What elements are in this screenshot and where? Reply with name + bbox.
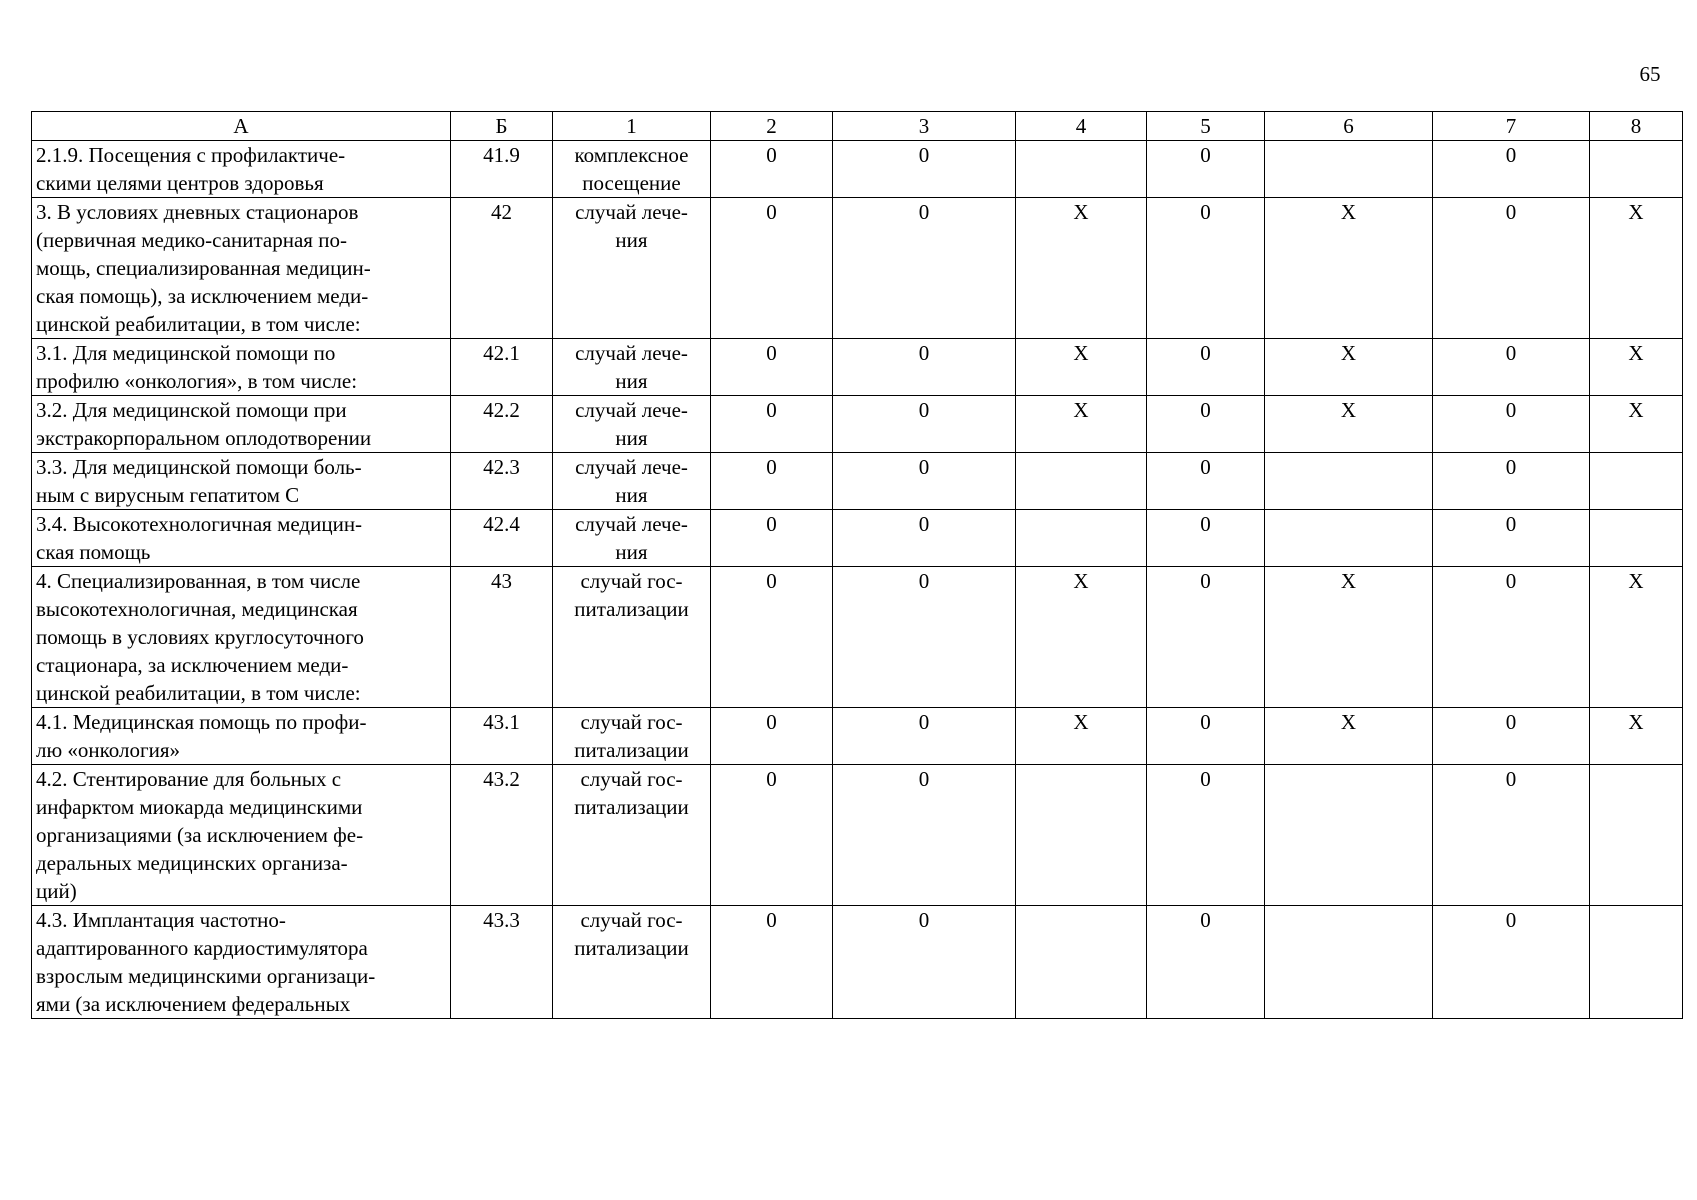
row-code <box>451 765 553 906</box>
row-col-3-text: 0 <box>918 200 930 224</box>
row-col-6 <box>1265 906 1433 1019</box>
row-code-text: 42 <box>491 200 512 224</box>
row-col-4 <box>1016 396 1147 453</box>
row-col-6 <box>1265 708 1433 765</box>
row-col-6-text: Х <box>1340 341 1357 365</box>
row-col-2 <box>711 339 833 396</box>
row-col-5 <box>1147 765 1265 906</box>
row-col-6-text: Х <box>1340 200 1357 224</box>
row-unit-text: случай лече- ния <box>575 455 688 507</box>
row-col-4 <box>1016 906 1147 1019</box>
row-col-2-text: 0 <box>766 143 777 167</box>
row-code <box>451 567 553 708</box>
row-col-4-text: Х <box>1073 569 1089 593</box>
table-row <box>32 567 1683 708</box>
row-code-text: 42.3 <box>483 455 520 479</box>
row-col-8-text: Х <box>1628 710 1644 734</box>
row-col-4 <box>1016 198 1147 339</box>
row-code <box>451 396 553 453</box>
row-col-7 <box>1433 765 1590 906</box>
table-row <box>32 906 1683 1019</box>
table-row <box>32 339 1683 396</box>
table-row <box>32 396 1683 453</box>
row-col-6-text: Х <box>1340 569 1357 593</box>
row-col-3-text: 0 <box>918 512 930 536</box>
row-unit <box>553 198 711 339</box>
row-col-4 <box>1016 567 1147 708</box>
row-label <box>32 453 451 510</box>
table-row <box>32 708 1683 765</box>
row-unit-text: случай гос- питализации <box>574 710 689 762</box>
row-col-7 <box>1433 708 1590 765</box>
row-col-3 <box>833 510 1016 567</box>
row-unit-text: случай гос- питализации <box>574 767 689 819</box>
row-col-4-text: Х <box>1073 200 1089 224</box>
row-col-3 <box>833 141 1016 198</box>
header-row <box>32 112 1683 141</box>
header-cell-6: 6 <box>1265 112 1433 141</box>
row-col-8-text: Х <box>1628 200 1644 224</box>
row-col-7-text: 0 <box>1505 143 1517 167</box>
row-col-7 <box>1433 339 1590 396</box>
row-col-6 <box>1265 198 1433 339</box>
row-code-text: 42.4 <box>483 512 520 536</box>
header-cell-3: 3 <box>833 112 1016 141</box>
row-label <box>32 396 451 453</box>
row-col-3-text: 0 <box>918 341 930 365</box>
row-col-6-text: Х <box>1340 710 1357 734</box>
row-col-7-text: 0 <box>1505 710 1517 734</box>
row-code <box>451 141 553 198</box>
row-col-8-text: Х <box>1628 398 1644 422</box>
table-body <box>32 141 1683 1019</box>
row-col-8-text: Х <box>1628 569 1644 593</box>
table-row <box>32 765 1683 906</box>
row-col-6-text: Х <box>1340 398 1357 422</box>
row-code <box>451 510 553 567</box>
row-col-5-text: 0 <box>1200 512 1211 536</box>
row-col-2-text: 0 <box>766 341 777 365</box>
row-col-4-text: Х <box>1073 398 1089 422</box>
row-col-5 <box>1147 567 1265 708</box>
row-code-text: 43.1 <box>483 710 520 734</box>
row-unit-text: комплексное посещение <box>574 143 689 195</box>
row-label <box>32 567 451 708</box>
row-col-8 <box>1590 198 1683 339</box>
row-col-3 <box>833 198 1016 339</box>
row-col-3-text: 0 <box>918 710 930 734</box>
header-cell-b: Б <box>451 112 553 141</box>
header-cell-8: 8 <box>1590 112 1683 141</box>
row-col-7-text: 0 <box>1505 200 1517 224</box>
row-col-8 <box>1590 765 1683 906</box>
row-label-text: 3.4. Высокотехнологичная медицин- ская помощь <box>36 512 363 564</box>
row-col-6 <box>1265 141 1433 198</box>
row-col-5-text: 0 <box>1200 455 1211 479</box>
row-col-8 <box>1590 708 1683 765</box>
row-col-7 <box>1433 141 1590 198</box>
row-col-5-text: 0 <box>1200 200 1211 224</box>
row-col-5 <box>1147 198 1265 339</box>
row-col-2-text: 0 <box>766 200 777 224</box>
row-col-7 <box>1433 510 1590 567</box>
row-label-text: 3.3. Для медицинской помощи боль- ным с вирусным гепатитом С <box>36 455 362 507</box>
row-col-6 <box>1265 567 1433 708</box>
row-col-8 <box>1590 567 1683 708</box>
row-col-7-text: 0 <box>1505 908 1517 932</box>
row-col-4 <box>1016 708 1147 765</box>
row-code-text: 42.2 <box>483 398 520 422</box>
row-code-text: 43.3 <box>483 908 520 932</box>
row-col-8 <box>1590 339 1683 396</box>
row-col-7 <box>1433 396 1590 453</box>
row-col-2-text: 0 <box>766 767 777 791</box>
header-cell-7: 7 <box>1433 112 1590 141</box>
row-unit <box>553 906 711 1019</box>
row-col-7-text: 0 <box>1505 455 1517 479</box>
row-col-7 <box>1433 567 1590 708</box>
table-row <box>32 198 1683 339</box>
header-cell-a: А <box>32 112 451 141</box>
row-unit-text: случай лече- ния <box>575 341 688 393</box>
row-code-text: 43 <box>491 569 512 593</box>
row-col-7-text: 0 <box>1505 341 1517 365</box>
row-unit-text: случай лече- ния <box>575 512 688 564</box>
row-col-2 <box>711 141 833 198</box>
row-label <box>32 765 451 906</box>
row-col-4 <box>1016 141 1147 198</box>
row-col-6 <box>1265 453 1433 510</box>
row-col-5-text: 0 <box>1200 398 1211 422</box>
row-code <box>451 198 553 339</box>
row-col-8 <box>1590 453 1683 510</box>
row-unit <box>553 453 711 510</box>
data-table <box>31 111 1683 1019</box>
row-col-2-text: 0 <box>766 908 777 932</box>
row-label-text: 4.2. Стентирование для больных с инфарктом миокарда медицинскими организациями (за исключением фе- деральных медицинских организа- ций) <box>36 767 364 903</box>
row-col-3 <box>833 396 1016 453</box>
row-col-2-text: 0 <box>766 710 777 734</box>
row-unit <box>553 396 711 453</box>
header-cell-5: 5 <box>1147 112 1265 141</box>
row-unit-text: случай лече- ния <box>575 200 688 252</box>
row-col-7-text: 0 <box>1505 512 1517 536</box>
row-label <box>32 339 451 396</box>
row-unit <box>553 765 711 906</box>
row-label-text: 3.1. Для медицинской помощи по профилю «онкология», в том числе: <box>36 341 358 393</box>
row-col-5-text: 0 <box>1200 710 1211 734</box>
table-row <box>32 453 1683 510</box>
row-col-5 <box>1147 453 1265 510</box>
row-col-8 <box>1590 906 1683 1019</box>
row-col-2 <box>711 906 833 1019</box>
row-code <box>451 708 553 765</box>
table-row <box>32 141 1683 198</box>
row-col-5-text: 0 <box>1200 341 1211 365</box>
row-col-5 <box>1147 906 1265 1019</box>
row-label <box>32 141 451 198</box>
row-col-7 <box>1433 906 1590 1019</box>
row-col-2-text: 0 <box>766 398 777 422</box>
row-col-4 <box>1016 765 1147 906</box>
row-col-5 <box>1147 708 1265 765</box>
row-unit-text: случай гос- питализации <box>574 569 689 621</box>
row-col-3 <box>833 906 1016 1019</box>
row-label-text: 2.1.9. Посещения с профилактиче- скими целями центров здоровья <box>36 143 346 195</box>
row-col-2 <box>711 510 833 567</box>
row-col-7 <box>1433 198 1590 339</box>
row-col-2 <box>711 453 833 510</box>
row-col-2-text: 0 <box>766 569 777 593</box>
row-unit <box>553 339 711 396</box>
row-label <box>32 708 451 765</box>
row-col-5-text: 0 <box>1200 569 1211 593</box>
table-row <box>32 510 1683 567</box>
row-col-3 <box>833 567 1016 708</box>
row-col-7 <box>1433 453 1590 510</box>
row-col-2 <box>711 198 833 339</box>
row-col-8 <box>1590 396 1683 453</box>
row-col-3 <box>833 765 1016 906</box>
row-col-8 <box>1590 141 1683 198</box>
row-code-text: 42.1 <box>483 341 520 365</box>
row-col-2 <box>711 396 833 453</box>
row-label-text: 3. В условиях дневных стационаров (первичная медико-санитарная по- мощь, специализированная медицин- ская помощь), за исключением меди- цинской реабилитации, в том числе: <box>36 200 371 336</box>
row-col-8 <box>1590 510 1683 567</box>
row-label <box>32 510 451 567</box>
row-col-2 <box>711 708 833 765</box>
row-label-text: 4. Специализированная, в том числе высокотехнологичная, медицинская помощь в условиях круглосуточного стационара, за исключением меди- цинской реабилитации, в том числе: <box>36 569 364 705</box>
row-col-3-text: 0 <box>918 908 930 932</box>
row-col-5 <box>1147 339 1265 396</box>
row-col-2-text: 0 <box>766 512 777 536</box>
row-col-7-text: 0 <box>1505 398 1517 422</box>
row-col-4 <box>1016 510 1147 567</box>
row-col-4 <box>1016 453 1147 510</box>
row-col-5 <box>1147 141 1265 198</box>
row-col-7-text: 0 <box>1505 767 1517 791</box>
row-col-3-text: 0 <box>918 569 930 593</box>
row-col-5-text: 0 <box>1200 143 1211 167</box>
row-code-text: 43.2 <box>483 767 520 791</box>
row-code-text: 41.9 <box>483 143 520 167</box>
row-col-6 <box>1265 765 1433 906</box>
row-unit <box>553 567 711 708</box>
row-label <box>32 198 451 339</box>
row-unit <box>553 141 711 198</box>
row-col-3-text: 0 <box>918 455 930 479</box>
row-unit <box>553 510 711 567</box>
row-col-4-text: Х <box>1073 710 1089 734</box>
page-number: 65 <box>1639 62 1661 86</box>
row-col-5-text: 0 <box>1200 767 1211 791</box>
row-col-6 <box>1265 510 1433 567</box>
row-col-6 <box>1265 396 1433 453</box>
row-col-3-text: 0 <box>918 398 930 422</box>
row-col-3-text: 0 <box>918 143 930 167</box>
row-col-6 <box>1265 339 1433 396</box>
row-col-4 <box>1016 339 1147 396</box>
row-col-3-text: 0 <box>918 767 930 791</box>
row-col-3 <box>833 453 1016 510</box>
row-col-3 <box>833 708 1016 765</box>
header-cell-1: 1 <box>553 112 711 141</box>
row-col-7-text: 0 <box>1505 569 1517 593</box>
row-col-5 <box>1147 396 1265 453</box>
row-label-text: 4.1. Медицинская помощь по профи- лю «онкология» <box>36 710 367 762</box>
row-unit-text: случай гос- питализации <box>574 908 689 960</box>
row-code <box>451 453 553 510</box>
row-col-3 <box>833 339 1016 396</box>
row-col-2 <box>711 765 833 906</box>
row-label-text: 4.3. Имплантация частотно- адаптированного кардиостимулятора взрослым медицинскими организаци- ями (за исключением федеральных <box>36 908 376 1016</box>
row-col-4-text: Х <box>1073 341 1089 365</box>
row-unit-text: случай лече- ния <box>575 398 688 450</box>
row-col-8-text: Х <box>1628 341 1644 365</box>
row-col-5 <box>1147 510 1265 567</box>
row-unit <box>553 708 711 765</box>
row-label <box>32 906 451 1019</box>
row-col-2 <box>711 567 833 708</box>
row-label-text: 3.2. Для медицинской помощи при экстракорпоральном оплодотворении <box>36 398 372 450</box>
header-cell-4: 4 <box>1016 112 1147 141</box>
row-col-2-text: 0 <box>766 455 777 479</box>
row-col-5-text: 0 <box>1200 908 1211 932</box>
header-cell-2: 2 <box>711 112 833 141</box>
row-code <box>451 339 553 396</box>
row-code <box>451 906 553 1019</box>
